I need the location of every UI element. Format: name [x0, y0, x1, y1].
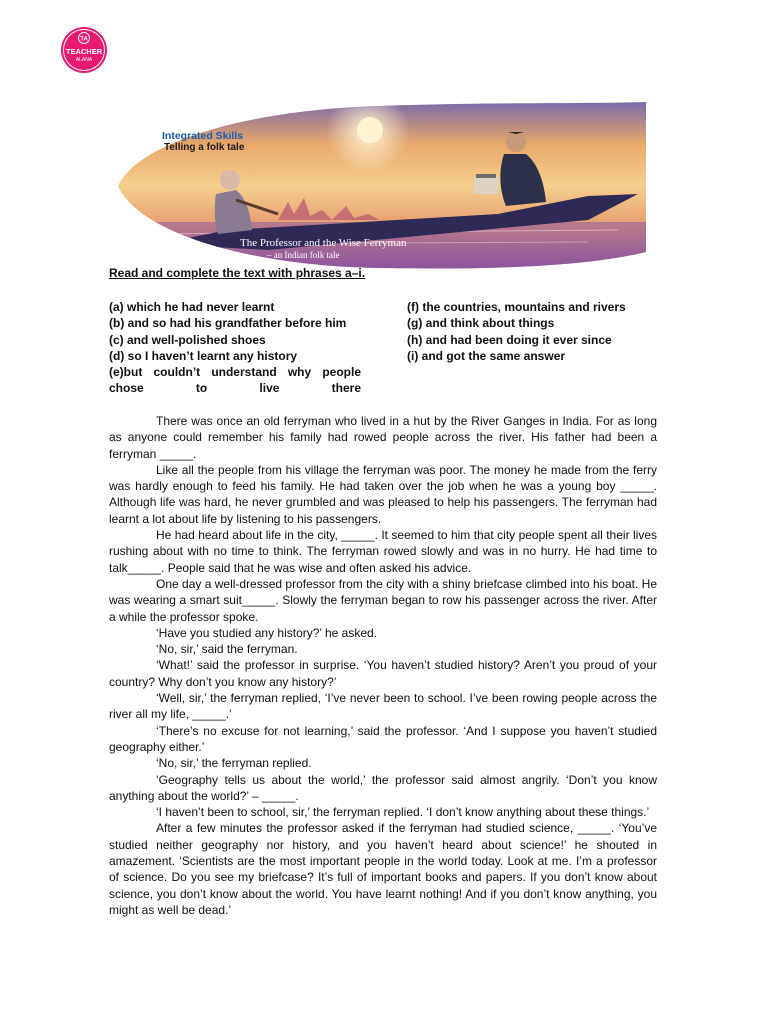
logo-mark: TA: [80, 36, 88, 43]
story-paragraph: ‘No, sir,’ said the ferryman.: [156, 642, 298, 657]
phrase-e: (e)but couldn’t understand why people chose to live there: [109, 365, 361, 396]
banner-caption: [240, 237, 406, 261]
banner-caption-title: The Professor and the Wise Ferryman: [240, 237, 407, 249]
phrase-c: (c) and well-polished shoes: [109, 332, 266, 347]
story-paragraph: He had heard about life in the city, _____. It seemed to him that city people spent all their lives rushing about with no time to think. The ferryman rowed slowly and was in no hurry. He had time to talk_____. People said that he was wise and often asked his advice.: [109, 528, 657, 575]
logo-teacher: TEACHER: [65, 47, 103, 56]
teacher-alana-logo: [53, 26, 115, 74]
phrase-d: (d) so I haven’t learnt any history: [109, 348, 298, 363]
logo-alana: ALANA: [75, 57, 93, 63]
banner-skill-subtitle: Telling a folk tale: [164, 142, 245, 153]
story-paragraph: One day a well-dressed professor from the city with a shiny briefcase climbed into his boat. He was wearing a smart suit_____. Slowly the ferryman began to row his passenger across the river. After a while the professor spoke.: [109, 576, 657, 624]
instruction-heading: Read and complete the text with phrases a–i.: [109, 266, 366, 280]
phrase-column-left: [109, 299, 361, 397]
banner-caption-subtitle: – an Indian folk tale: [267, 250, 340, 260]
story-paragraph: ‘What!’ said the professor in surprise. ‘You haven’t studied history? Aren’t you proud of your country? Why don’t you know any history?’: [109, 658, 657, 689]
phrase-a: (a) which he had never learnt: [109, 300, 275, 314]
story-paragraph: ‘Have you studied any history?’ he asked.: [156, 625, 378, 640]
phrase-b: (b) and so had his grandfather before him: [109, 316, 347, 331]
story-paragraph: ‘Well, sir,’ the ferryman replied, ‘I’ve never been to school. I’ve been rowing people across the river all my life, _____.’: [109, 691, 657, 722]
story-paragraph: ‘Geography tells us about the world,’ the professor said almost angrily. ‘Don’t you know anything about the world?’ – _____.: [109, 772, 657, 803]
phrase-column-right: [407, 299, 667, 364]
story-paragraph: After a few minutes the professor asked if the ferryman had studied science, _____. ‘You’ve studied neither geography nor history, and you haven’t heard about science!’ he shouted in amazement. ‘Scientists are the most important people in the world today. Look at me. I’m a professor of science. Do you see my briefcase? It’s full of important books and papers. If you don’t know about science, you don’t know about the world. You have learnt nothing! And if you don’t know anything, you might as well be dead.’: [109, 821, 657, 917]
story-paragraph: ‘I haven’t been to school, sir,’ the ferryman replied. ‘I don’t know anything about these things.’: [156, 805, 650, 820]
phrase-g: (g) and think about things: [407, 316, 555, 331]
phrase-f: (f) the countries, mountains and rivers: [407, 300, 626, 314]
phrase-h: (h) and had been doing it ever since: [407, 332, 612, 347]
story-paragraph: Like all the people from his village the ferryman was poor. The money he made from the ferry was hardly enough to feed his family. He had taken over the job when he was a young boy _____. Although life was hard, he never grumbled and was pleased to help his passengers. The ferryman had learnt a lot about life by listening to his passengers.: [109, 462, 657, 526]
phrase-i: (i) and got the same answer: [407, 348, 566, 363]
story-paragraph: ‘There’s no excuse for not learning,’ said the professor. ‘And I suppose you haven’t studied geography either.’: [109, 723, 657, 754]
banner-skill-title: Integrated Skills: [162, 130, 244, 142]
story-paragraph: There was once an old ferryman who lived in a hut by the River Ganges in India. For as long as anyone could remember his family had rowed people across the river. His father had been a ferryman _____.: [109, 414, 657, 461]
story-text: [109, 413, 657, 918]
story-paragraph: ‘No, sir,’ the ferryman replied.: [156, 756, 312, 771]
